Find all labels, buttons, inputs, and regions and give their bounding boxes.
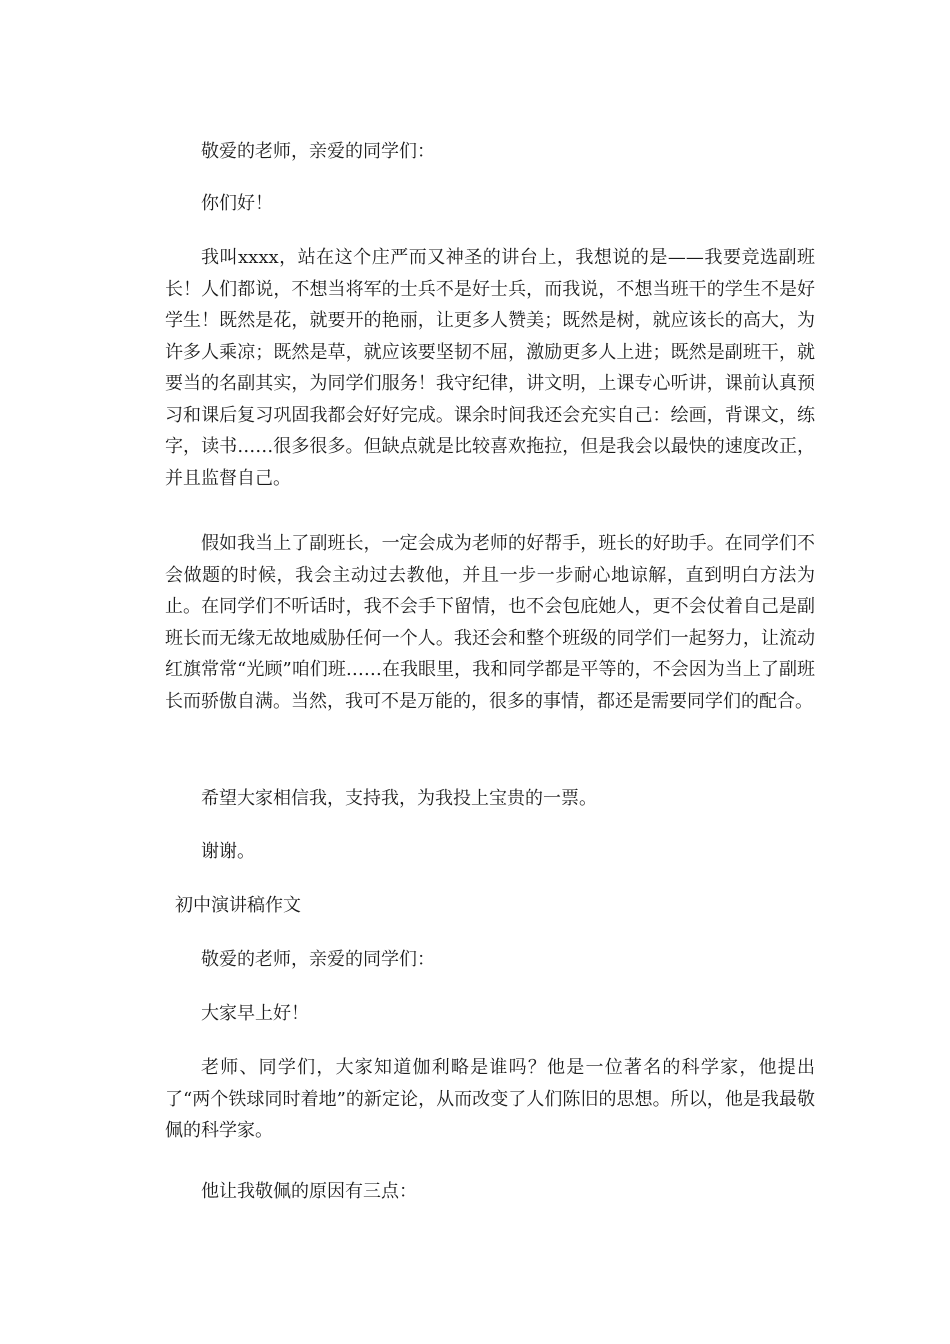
section-title: 初中演讲稿作文 [175,895,301,916]
body-paragraph: 老师、同学们，大家知道伽利略是谁吗？他是一位著名的科学家，他提出了“两个铁球同时着地”的新定论，从而改变了人们陈旧的思想。所以，他是我最敬佩的科学家。 [165,1057,815,1141]
body-paragraph: 希望大家相信我，支持我，为我投上宝贵的一票。 [201,788,597,809]
salutation: 敬爱的老师，亲爱的同学们： [201,141,435,162]
closing: 谢谢。 [201,841,255,862]
body-paragraph: 我叫xxxx，站在这个庄严而又神圣的讲台上，我想说的是——我要竞选副班长！人们都说，不想当将军的士兵不是好士兵，而我说，不想当班干的学生不是好学生！既然是花，就要开的艳丽，让更多人赞美；既然是树，就应该长的高大，为许多人乘凉；既然是草，就应该要坚韧不屈，激励更多人上进；既然是副班干，就要当的名副其实，为同学们服务！我守纪律，讲文明，上课专心听讲，课前认真预习和课后复习巩固我都会好好完成。课余时间我还会充实自己：绘画，背课文，练字，读书……很多很多。但缺点就是比较喜欢拖拉，但是我会以最快的速度改正，并且监督自己。 [165,247,815,489]
greeting: 你们好！ [201,193,273,214]
greeting: 大家早上好！ [201,1003,309,1024]
body-paragraph: 假如我当上了副班长，一定会成为老师的好帮手，班长的好助手。在同学们不会做题的时候，我会主动过去教他，并且一步一步耐心地谅解，直到明白方法为止。在同学们不听话时，我不会手下留情，也不会包庇她人，更不会仗着自己是副班长而无缘无故地威胁任何一个人。我还会和整个班级的同学们一起努力，让流动红旗常常“光顾”咱们班……在我眼里，我和同学都是平等的，不会因为当上了副班长而骄傲自满。当然，我可不是万能的，很多的事情，都还是需要同学们的配合。 [165,533,815,712]
body-paragraph: 他让我敬佩的原因有三点： [201,1181,417,1202]
salutation: 敬爱的老师，亲爱的同学们： [201,949,435,970]
